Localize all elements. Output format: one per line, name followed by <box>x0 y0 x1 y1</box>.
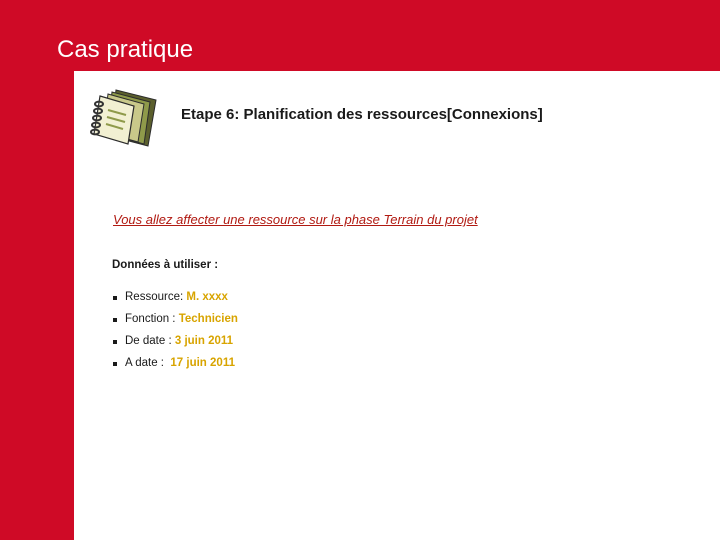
item-label: De date : <box>125 335 175 347</box>
bullet-icon <box>113 362 117 366</box>
item-value: 17 juin 2011 <box>170 357 235 369</box>
step-heading: Etape 6: Planification des ressources[Connexions] <box>181 106 543 123</box>
item-label: Ressource: <box>125 291 187 303</box>
list-item-start-date <box>113 335 238 357</box>
item-value: Technicien <box>178 313 238 325</box>
list-item-end-date <box>113 357 238 379</box>
notebook-icon <box>90 86 160 152</box>
bullet-icon <box>113 318 117 322</box>
item-value: M. xxxx <box>186 291 228 303</box>
bullet-icon <box>113 296 117 300</box>
data-list <box>113 291 238 379</box>
list-item-function <box>113 313 238 335</box>
slide-title: Cas pratique <box>57 36 194 63</box>
item-label: Fonction : <box>125 313 179 325</box>
item-label: A date : <box>125 357 171 369</box>
instruction-text: Vous allez affecter une ressource sur la phase Terrain du projet <box>113 212 478 227</box>
bullet-icon <box>113 340 117 344</box>
list-item-resource <box>113 291 238 313</box>
item-value: 3 juin 2011 <box>174 335 234 347</box>
data-heading: Données à utiliser : <box>112 259 219 271</box>
